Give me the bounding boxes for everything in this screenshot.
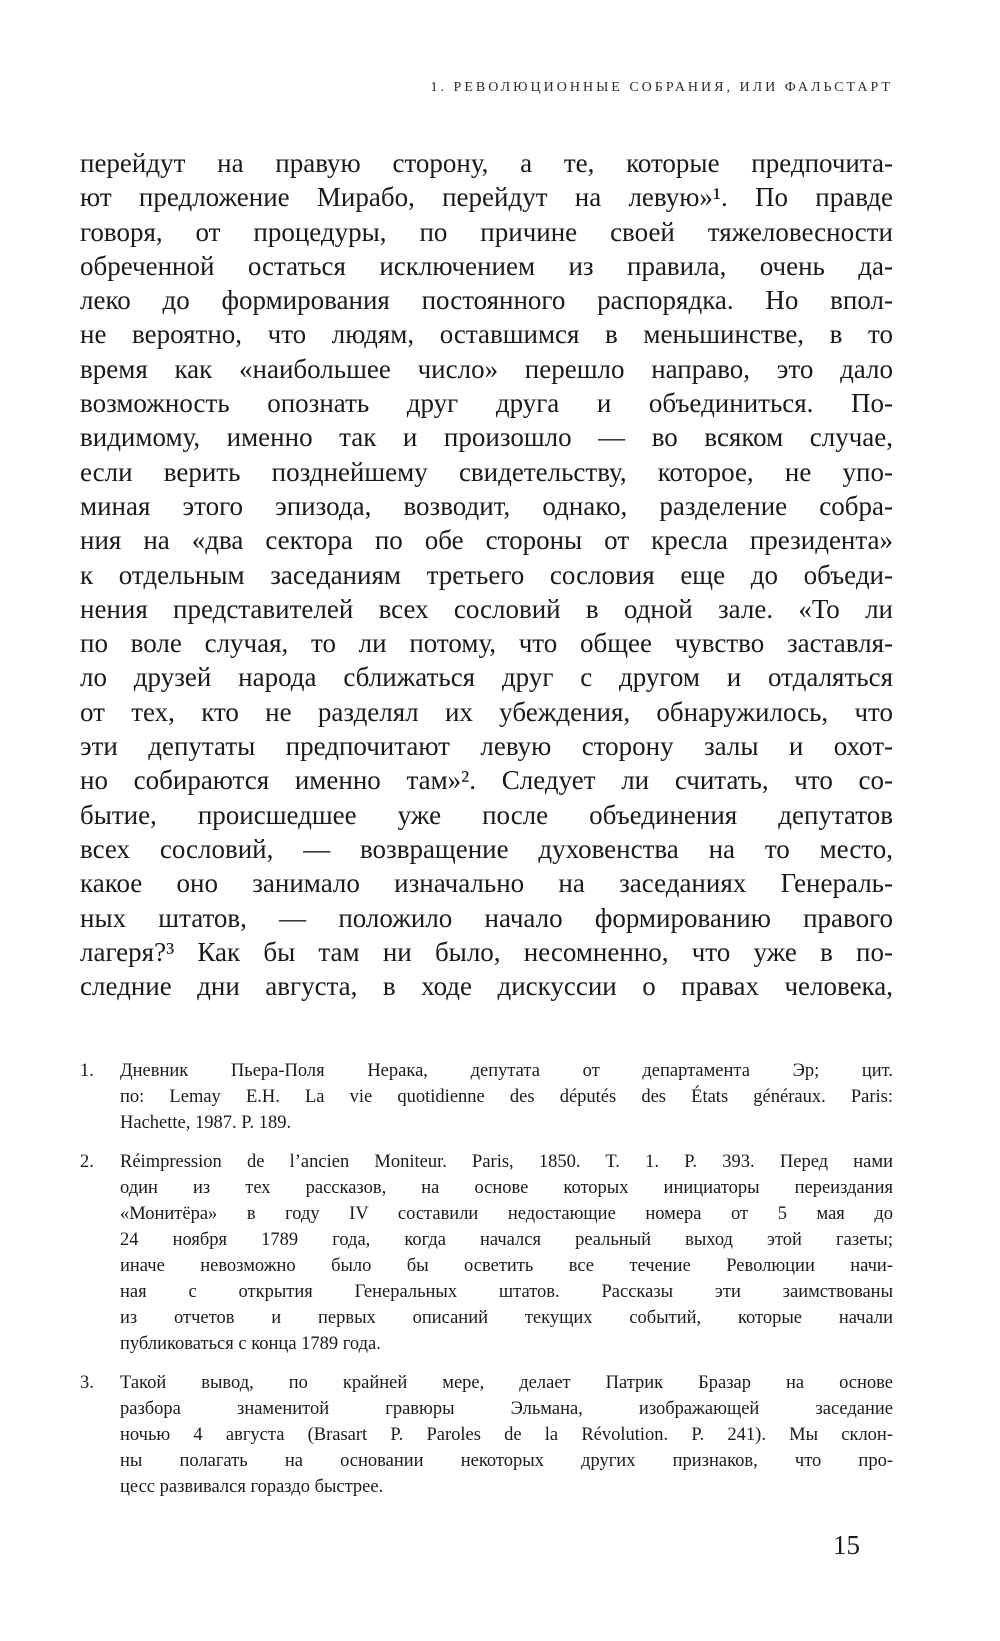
- footnote-body: [120, 1149, 893, 1357]
- body-line: возможность опознать друг друга и объединиться. По-: [80, 388, 893, 419]
- body-line: ло друзей народа сближаться друг с другом и отдаляться: [80, 662, 893, 693]
- body-line: перейдут на правую сторону, а те, которые предпочита-: [80, 148, 893, 178]
- footnote-line: цесс развивался гораздо быстрее.: [120, 1477, 384, 1497]
- footnote-body: [120, 1370, 893, 1500]
- body-line: эти депутаты предпочитают левую сторону залы и охот-: [80, 731, 893, 762]
- footnote-number: 3.: [80, 1373, 94, 1393]
- body-line: нения представителей всех сословий в одной зале. «То ли: [80, 593, 893, 624]
- body-line: ных штатов, — положило начало формированию правого: [80, 902, 893, 933]
- body-text: [80, 146, 893, 1003]
- body-line: ют предложение Мирабо, перейдут на левую»¹. По правде: [80, 182, 893, 213]
- page-number: 15: [833, 1530, 860, 1560]
- footnote-line: Такой вывод, по крайней мере, делает Патрик Бразар на основе: [120, 1373, 893, 1393]
- body-line: ния на «два сектора по обе стороны от кресла президента»: [80, 525, 893, 556]
- footnote-line: из отчетов и первых описаний текущих событий, которые начали: [120, 1308, 893, 1328]
- footnote-line: иначе невозможно было бы осветить все течение Революции начи-: [120, 1256, 893, 1276]
- footnote-1: [80, 1058, 893, 1136]
- footnote-line: Hachette, 1987. P. 189.: [120, 1113, 292, 1133]
- footnote-line: ная с открытия Генеральных штатов. Рассказы эти заимствованы: [120, 1282, 893, 1302]
- body-line: если верить позднейшему свидетельству, которое, не упо-: [80, 456, 893, 487]
- body-line: следние дни августа, в ходе дискуссии о правах человека,: [80, 971, 893, 1002]
- footnote-line: «Монитёра» в году IV составили недостающие номера от 5 мая до: [120, 1204, 893, 1224]
- body-line: не вероятно, что людям, оставшимся в меньшинстве, в то: [80, 319, 893, 350]
- footnotes: [80, 1058, 893, 1513]
- body-line: от тех, кто не разделял их убеждения, обнаружилось, что: [80, 696, 893, 727]
- body-line: обреченной остаться исключением из правила, очень да-: [80, 250, 893, 281]
- footnote-number: 1.: [80, 1061, 94, 1081]
- body-line: говоря, от процедуры, по причине своей тяжеловесности: [80, 216, 893, 247]
- body-line: но собираются именно там»². Следует ли считать, что со-: [80, 765, 893, 796]
- footnote-line: по: Lemay E.H. La vie quotidienne des députés des États généraux. Paris:: [120, 1087, 893, 1107]
- footnote-line: Дневник Пьера-Поля Нерака, депутата от департамента Эр; цит.: [120, 1061, 893, 1081]
- footnote-line: публиковаться с конца 1789 года.: [120, 1334, 381, 1354]
- footnote-3: [80, 1370, 893, 1500]
- footnote-line: разбора знаменитой гравюры Эльмана, изображающей заседание: [120, 1399, 893, 1419]
- footnote-line: один из тех рассказов, на основе которых инициаторы переиздания: [120, 1178, 893, 1198]
- footnote-number: 2.: [80, 1152, 94, 1172]
- footnote-2: [80, 1149, 893, 1357]
- body-line: всех сословий, — возвращение духовенства на то место,: [80, 833, 893, 864]
- body-line: леко до формирования постоянного распорядка. Но впол-: [80, 285, 893, 316]
- body-line: время как «наибольшее число» перешло направо, это дало: [80, 353, 893, 384]
- body-line: видимому, именно так и произошло — во всяком случае,: [80, 422, 893, 453]
- running-head: 1. РЕВОЛЮЦИОННЫЕ СОБРАНИЯ, ИЛИ ФАЛЬСТАРТ: [430, 80, 893, 95]
- body-line: миная этого эпизода, возводит, однако, разделение собра-: [80, 490, 893, 521]
- body-line: к отдельным заседаниям третьего сословия еще до объеди-: [80, 559, 893, 590]
- body-line: бытие, происшедшее уже после объединения депутатов: [80, 799, 893, 830]
- body-line: по воле случая, то ли потому, что общее чувство заставля-: [80, 628, 893, 659]
- footnote-line: ночью 4 августа (Brasart P. Paroles de la Révolution. P. 241). Мы склон-: [120, 1425, 893, 1445]
- footnote-line: Réimpression de l’ancien Moniteur. Paris, 1850. T. 1. P. 393. Перед нами: [120, 1152, 893, 1172]
- footnote-line: 24 ноября 1789 года, когда начался реальный выход этой газеты;: [120, 1230, 893, 1250]
- body-line: какое оно занимало изначально на заседаниях Генераль-: [80, 868, 893, 899]
- footnote-line: ны полагать на основании некоторых других признаков, что про-: [120, 1451, 893, 1471]
- footnote-body: [120, 1058, 893, 1136]
- body-line: лагеря?³ Как бы там ни было, несомненно, что уже в по-: [80, 936, 893, 967]
